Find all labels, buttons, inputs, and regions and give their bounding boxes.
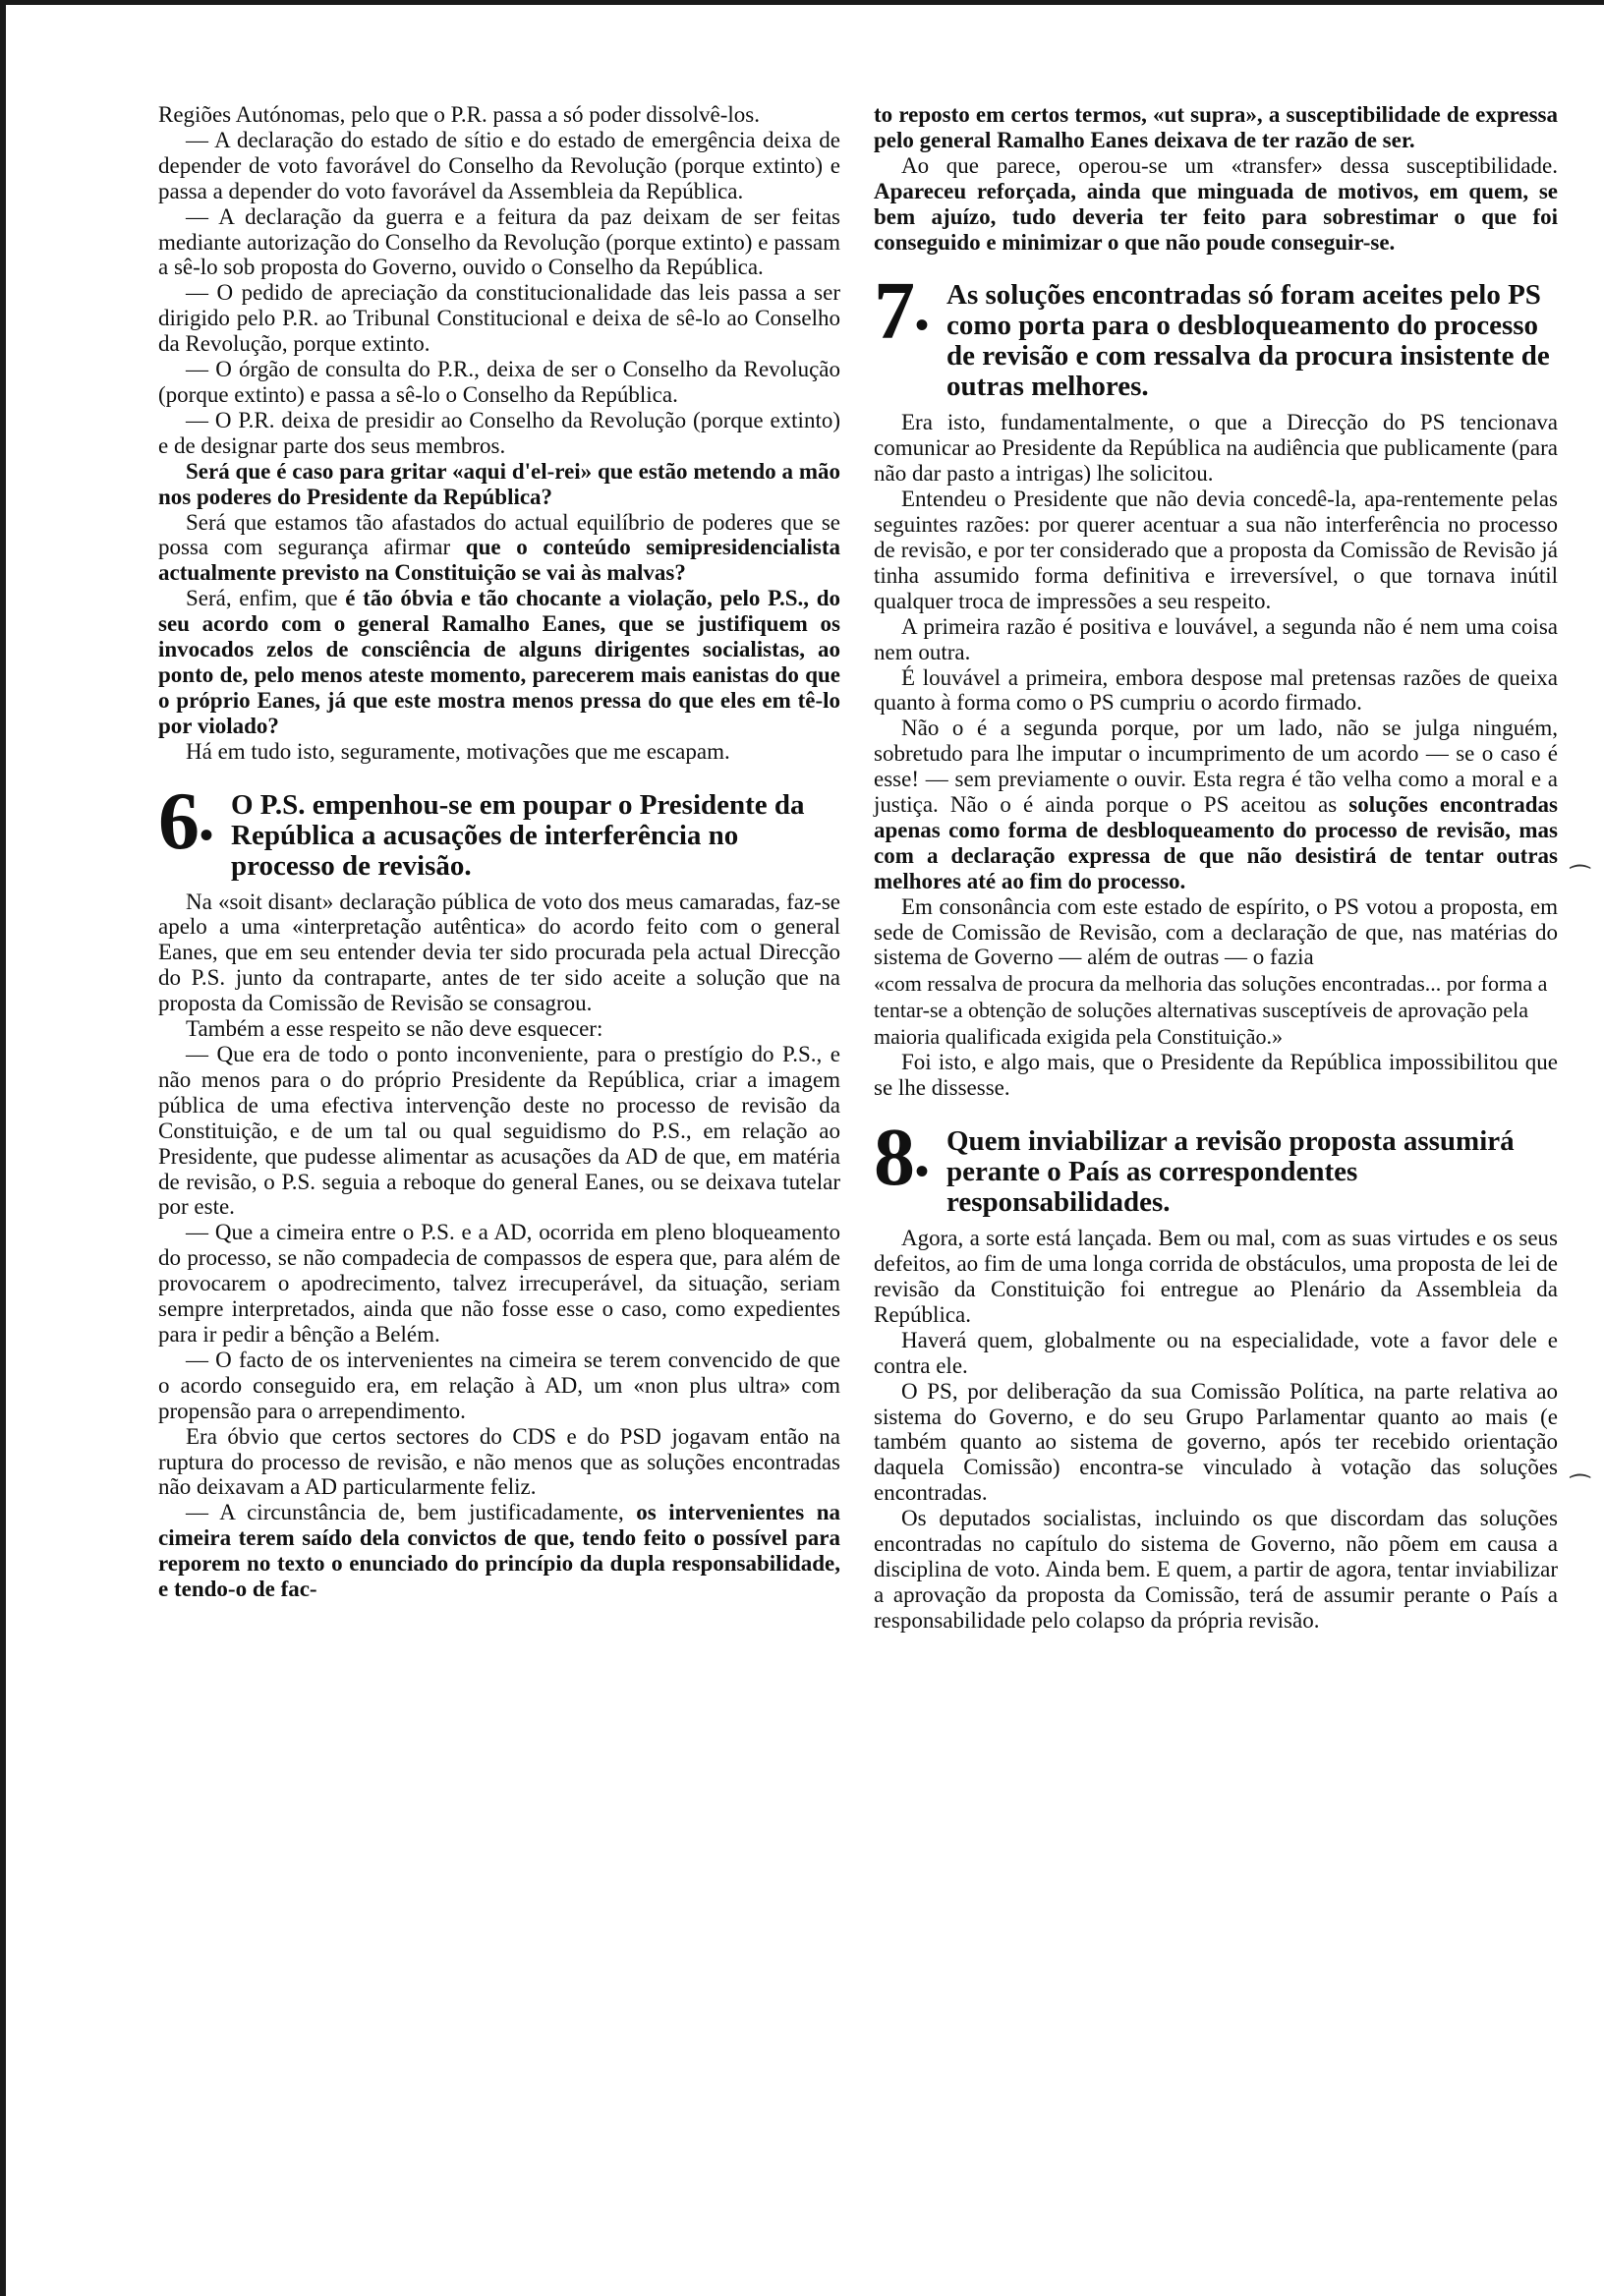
paragraph: É louvável a primeira, embora despose mal pretensas razões de queixa quanto à forma como o PS cumpriu o acordo firmado. xyxy=(874,664,1558,716)
left-column xyxy=(158,102,840,1602)
paragraph: — A declaração da guerra e a feitura da paz deixam de ser feitas mediante autorização do Conselho da Revolução (porque extinto) e passam a sê-lo sob proposta do Governo, ouvido o Conselho da República. xyxy=(158,203,840,280)
bold-text: os intervenientes na cimeira terem saído dela convictos de que, tendo feito o possível para reporem no texto o enunciado do princípio da dupla responsabilidade, e tendo-o de fac- xyxy=(158,1500,840,1602)
text: Ao que parece, operou-se um «transfer» dessa susceptibilidade. xyxy=(901,152,1558,178)
paragraph: Entendeu o Presidente que não devia concedê-la, apa-rentemente pelas seguintes razões: por querer acentuar a sua não interferência no processo de revisão, e por ter considerado que a proposta da Comissão de Revisão já tinha assumido forma definitiva e irreversível, o que tornava inútil qualquer troca de impressões a seu respeito. xyxy=(874,487,1558,613)
section-title: Quem inviabilizar a revisão proposta assumirá perante o País as correspondentes responsabilidades. xyxy=(946,1125,1515,1219)
paragraph: Em consonância com este estado de espírito, o PS votou a proposta, em sede de Comissão de Revisão, com a declaração de que, nas matérias do sistema de Governo — além de outras — o fazia xyxy=(874,893,1558,970)
bold-text: Apareceu reforçada, ainda que minguada de motivos, em quem, se bem ajuízo, tudo deveria ter feito para sobrestimar o que foi conseguido e minimizar o que não poude conseguir-se. xyxy=(874,178,1558,255)
paragraph: — O P.R. deixa de presidir ao Conselho da Revolução (porque extinto) e de designar parte dos seus membros. xyxy=(158,407,840,458)
section-number: 7• xyxy=(874,265,930,358)
paragraph: Há em tudo isto, seguramente, motivações que me escapam. xyxy=(186,738,730,764)
paragraph: Regiões Autónomas, pelo que o P.R. passa a só poder dissolvê-los. xyxy=(158,102,761,127)
section-title: O P.S. empenhou-se em poupar o Presidente da República a acusações de interferência no processo de revisão. xyxy=(231,788,805,882)
paragraph-bold xyxy=(158,459,840,510)
block-quote: «com ressalva de procura da melhoria das soluções encontradas... por forma a tentar-se a obtenção de soluções alternativas susceptíveis de aprovação pela maioria qualificada exigida pela Constituição.» xyxy=(874,971,1548,1050)
paragraph: Haverá quem, globalmente ou na especialidade, vote a favor dele e contra ele. xyxy=(874,1327,1558,1378)
bold-text: soluções encontradas apenas como forma de desbloqueamento do processo de revisão, mas com a declaração expressa de que não desistirá de tentar outras melhores até ao fim do processo. xyxy=(874,792,1558,893)
paragraph: — Que era de todo o ponto inconveniente, para o prestígio do P.S., e não menos para o do próprio Presidente da República, criar a imagem pública de uma efectiva intervenção deste no processo de revisão da Constituição, e de um tal ou qual seguidismo do P.S., em relação ao Presidente, que pudesse alimentar as acusações da AD de que, em matéria de revisão, o P.S. seguia a reboque do general Eanes, ou se deixava tutelar por este. xyxy=(158,1042,840,1220)
paragraph: — O pedido de apreciação da constitucionalidade das leis passa a ser dirigido pelo P.R. ao Tribunal Constitucional e deixa de sê-lo ao Conselho da Revolução, porque extinto. xyxy=(158,280,840,357)
margin-mark: ⁀ xyxy=(1571,867,1590,892)
paragraph xyxy=(874,716,1558,893)
section-number: 6• xyxy=(158,775,214,867)
paragraph: Agora, a sorte está lançada. Bem ou mal, com as suas virtudes e os seus defeitos, ao fim de uma longa corrida de obstáculos, uma proposta de lei de revisão da Constituição foi entregue ao Plenário da Assembleia da República. xyxy=(874,1226,1558,1327)
paragraph: — A declaração do estado de sítio e do estado de emergência deixa de depender de voto favorável do Conselho da Revolução (porque extinto) e passa a depender do voto favorável da Assembleia da República. xyxy=(158,127,840,203)
section-heading-6 xyxy=(158,775,840,882)
paragraph-bold xyxy=(874,102,1558,153)
text: Será que estamos tão afastados do actual equilíbrio de poderes que se possa com segurança afirmar xyxy=(158,509,840,560)
margin-mark: ⁀ xyxy=(1571,1476,1590,1502)
paragraph: Foi isto, e algo mais, que o Presidente da República impossibilitou que se lhe dissesse. xyxy=(874,1050,1558,1101)
text: Será, enfim, que xyxy=(186,586,346,611)
paragraph: — O órgão de consulta do P.R., deixa de ser o Conselho da Revolução (porque extinto) e passa a sê-lo o Conselho da República. xyxy=(158,357,840,407)
section-number: 8• xyxy=(874,1112,930,1204)
paragraph: Era óbvio que certos sectores do CDS e do PSD jogavam então na ruptura do processo de revisão, e não menos que as soluções encontradas não deixavam a AD particularmente feliz. xyxy=(158,1423,840,1500)
paragraph: Também a esse respeito se não deve esquecer: xyxy=(186,1016,603,1042)
text: — A circunstância de, bem justificadamente, xyxy=(186,1500,637,1525)
text: Não o é a segunda porque, por um lado, não se julga ninguém, sobretudo para lhe imputar o incumprimento de um acordo — se o caso é esse! — sem previamente o ouvir. Esta regra é tão velha como a moral e a justiça. Não o é ainda porque o PS aceitou as xyxy=(874,716,1558,818)
section-title: As soluções encontradas só foram aceites pelo PS como porta para o desbloqueamento do processo de revisão e com ressalva da procura insistente de outras melhores. xyxy=(946,279,1550,403)
page-edge-top xyxy=(0,0,1604,5)
page-edge-left xyxy=(0,0,6,2296)
bold-text: que o conteúdo semipresidencialista actualmente previsto na Constituição se vai às malvas? xyxy=(158,535,841,586)
right-column xyxy=(874,102,1558,1634)
paragraph xyxy=(158,510,840,587)
section-heading-7 xyxy=(874,265,1558,403)
bold-text: to reposto em certos termos, «ut supra», a susceptibilidade de expressa pelo general Ramalho Eanes deixava de ter razão de ser. xyxy=(874,102,1558,152)
paragraph: — Que a cimeira entre o P.S. e a AD, ocorrida em pleno bloqueamento do processo, se não compadecia de compassos de espera que, para além de provocarem o apodrecimento, talvez irrecuperável, da situação, seriam sempre interpretados, ainda que não fosse esse o caso, como expedientes para ir pedir a bênção a Belém. xyxy=(158,1220,840,1347)
paragraph xyxy=(158,586,840,738)
paragraph xyxy=(874,153,1558,256)
section-heading-8 xyxy=(874,1112,1558,1219)
paragraph: O PS, por deliberação da sua Comissão Política, na parte relativa ao sistema do Governo, e do seu Grupo Parlamentar quanto ao mais (e também quanto ao sistema de governo, após ter recebido orientação daquela Comissão) encontra-se vinculado à votação das soluções encontradas. xyxy=(874,1378,1558,1506)
bold-text: Será que é caso para gritar «aqui d'el-rei» que estão metendo a mão nos poderes do Presidente da República? xyxy=(158,458,840,509)
paragraph xyxy=(158,1500,840,1602)
paragraph: A primeira razão é positiva e louvável, a segunda não é nem uma coisa nem outra. xyxy=(874,613,1558,664)
paragraph: — O facto de os intervenientes na cimeira se terem convencido de que o acordo conseguido era, em relação à AD, um «non plus ultra» com propensão para o arrependimento. xyxy=(158,1347,840,1423)
bold-text: é tão óbvia e tão chocante a violação, pelo P.S., do seu acordo com o general Ramalho Eanes, que se justifiquem os invocados zelos de consciência de alguns dirigentes socialistas, ao ponto de, pelo menos ateste momento, parecerem mais eanistas do que o próprio Eanes, já que este mostra menos pressa do que eles em tê-lo por violado? xyxy=(158,586,841,738)
paragraph: Era isto, fundamentalmente, o que a Direcção do PS tencionava comunicar ao Presidente da República na audiência que publicamente (para não dar pasto a intrigas) lhe solicitou. xyxy=(874,410,1558,487)
paragraph: Os deputados socialistas, incluindo os que discordam das soluções encontradas no capítulo do sistema de Governo, não põem em causa a disciplina de voto. Ainda bem. E quem, a partir de agora, tentar inviabilizar a aprovação da proposta da Comissão, terá de assumir perante o País a responsabilidade pelo colapso da própria revisão. xyxy=(874,1506,1558,1633)
paragraph: Na «soit disant» declaração pública de voto dos meus camaradas, faz-se apelo a uma «interpretação autêntica» do acordo feito com o general Eanes, que em seu entender devia ter sido procurada pela actual Direcção do P.S. junto da contraparte, antes de ter sido aceite a solução que na proposta da Comissão de Revisão se consagrou. xyxy=(158,889,840,1016)
